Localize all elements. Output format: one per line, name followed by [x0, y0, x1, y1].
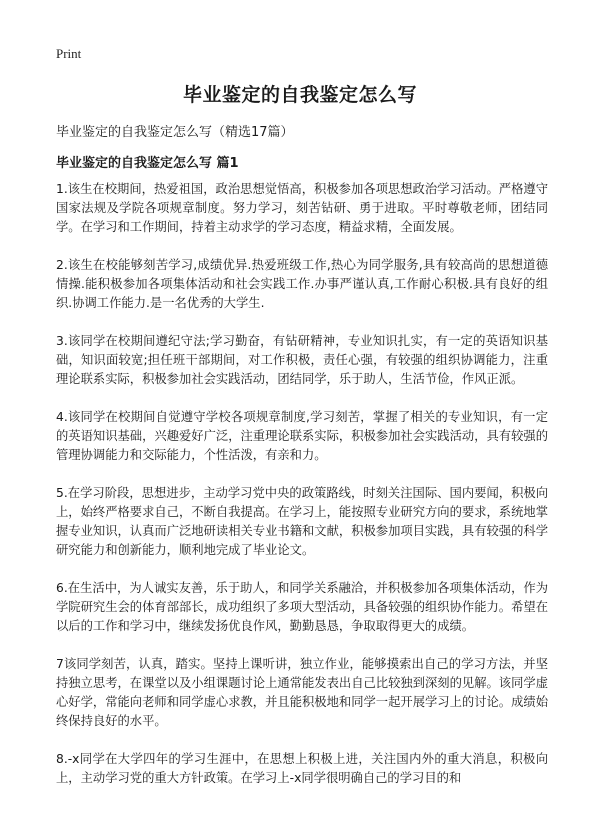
paragraph-6: 6.在生活中，为人诚实友善，乐于助人，和同学关系融洽，并积极参加各项集体活动，作为学院研究生会的体育部部长，成功组织了多项大型活动，具备较强的组织协作能力。希望在以后的工作和学习中，继续发扬优良作风，勤勤恳恳，争取取得更大的成绩。 — [56, 581, 548, 633]
document-title: 毕业鉴定的自我鉴定怎么写 — [182, 84, 417, 106]
paragraph-4: 4.该同学在校期间自觉遵守学校各项规章制度,学习刻苦，掌握了相关的专业知识，有一定的英语知识基础，兴趣爱好广泛，注重理论联系实际，积极参加社会实践活动，具有较强的管理协调能力和交际能力，个性活泼，有亲和力。 — [56, 410, 548, 462]
paragraph-2: 2.该生在校能够刻苦学习,成绩优异.热爱班级工作,热心为同学服务,具有较高尚的思想道德情操.能积极参加各项集体活动和社会实践工作.办事严谨认真,工作耐心积极.具有良好的组织.协调工作能力.是一名优秀的大学生. — [56, 258, 548, 310]
paragraph-7: 7该同学刻苦，认真，踏实。坚持上课听讲，独立作业，能够摸索出自己的学习方法，并坚持独立思考，在课堂以及小组课题讨论上通常能发表出自己比较独到深刻的见解。该同学虚心好学，常能向老师和同学虚心求教，并且能积极地和同学一起开展学习上的讨论。成绩始终保持良好的水平。 — [56, 657, 548, 728]
document-subtitle: 毕业鉴定的自我鉴定怎么写（精选17篇） — [56, 125, 294, 140]
document-body — [56, 180, 548, 807]
print-label: Print — [56, 46, 82, 61]
paragraph-8: 8.-x同学在大学四年的学习生涯中，在思想上积极上进，关注国内外的重大消息，积极向上，主动学习党的重大方针政策。在学习上-x同学很明确自己的学习目的和 — [56, 752, 548, 785]
section-heading: 毕业鉴定的自我鉴定怎么写 篇1 — [56, 156, 239, 171]
paragraph-1: 1.该生在校期间，热爱祖国，政治思想觉悟高，积极参加各项思想政治学习活动。严格遵守国家法规及学院各项规章制度。努力学习，刻苦钻研、勇于进取。平时尊敬老师，团结同学。在学习和工作期间，持着主动求学的学习态度，精益求精，全面发展。 — [56, 182, 548, 234]
paragraph-5: 5.在学习阶段，思想进步，主动学习党中央的政策路线，时刻关注国际、国内要闻，积极向上，始终严格要求自己，不断自我提高。在学习上，能按照专业研究方向的要求，系统地掌握专业知识，认真而广泛地研读相关专业书籍和文献，积极参加项目实践，具有较强的科学研究能力和创新能力，顺利地完成了毕业论文。 — [56, 486, 548, 557]
paragraph-3: 3.该同学在校期间遵纪守法;学习勤奋，有钻研精神，专业知识扎实，有一定的英语知识基础，知识面较宽;担任班干部期间，对工作积极，责任心强，有较强的组织协调能力，注重理论联系实际，积极参加社会实践活动，团结同学，乐于助人，生活节俭，作风正派。 — [56, 334, 548, 386]
